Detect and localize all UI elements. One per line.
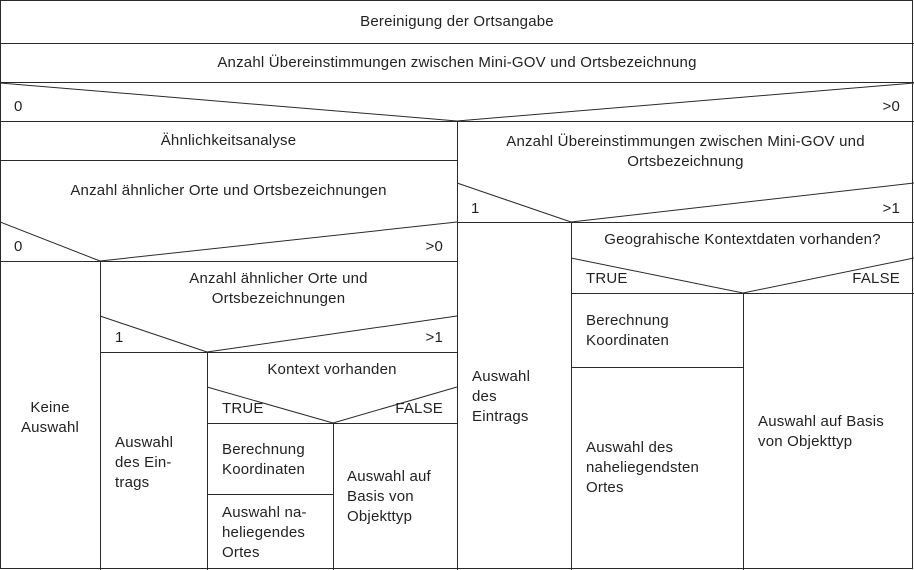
select-nearby-place-step: Auswahl na- heliegendes Ortes	[222, 504, 307, 561]
similar-places-left-label: 0	[14, 238, 23, 255]
root-decision-question: Anzahl Übereinstimmungen zwischen Mini-GOV und Ortsbezeichnung	[217, 54, 697, 71]
similarity-analysis-heading: Ähnlichkeitsanalyse	[160, 132, 297, 149]
geo-false-label: FALSE	[852, 270, 900, 287]
select-by-object-type-action: Auswahl auf Basis von Objekttyp	[347, 468, 431, 525]
select-nearest-place-step: Auswahl des naheliegendsten Ortes	[586, 439, 700, 496]
right-compute-coordinates-step: Berechnung Koordinaten	[586, 312, 670, 349]
context-true-label: TRUE	[222, 400, 264, 417]
inner-similar-places-question: Anzahl ähnlicher Orte und Ortsbezeichnungen	[189, 270, 368, 307]
select-entry-action: Auswahl des Ein- trags	[115, 434, 174, 491]
right-select-entry-action: Auswahl des Eintrags	[472, 368, 531, 425]
geo-true-label: TRUE	[586, 270, 628, 287]
right-select-by-object-type-action: Auswahl auf Basis von Objekttyp	[758, 413, 884, 450]
inner-left-label: 1	[115, 329, 124, 346]
no-selection-action: Keine Auswahl	[20, 399, 80, 436]
context-decision-question: Kontext vorhanden	[267, 361, 397, 378]
diagram-title: Bereinigung der Ortsangabe	[360, 13, 554, 30]
similar-places-decision-question: Anzahl ähnlicher Orte und Ortsbezeichnungen	[70, 182, 387, 199]
inner-right-label: >1	[425, 329, 443, 346]
right-matches-decision-question: Anzahl Übereinstimmungen zwischen Mini-GOV und Ortsbezeichnung	[506, 133, 865, 170]
similar-places-right-label: >0	[425, 238, 443, 255]
right-matches-left-label: 1	[471, 200, 480, 217]
root-left-label: 0	[14, 98, 23, 115]
geo-context-decision-question: Geograhische Kontextdaten vorhanden?	[604, 231, 881, 248]
right-matches-right-label: >1	[882, 200, 900, 217]
root-right-label: >0	[882, 98, 900, 115]
context-false-label: FALSE	[395, 400, 443, 417]
compute-coordinates-step: Berechnung Koordinaten	[222, 441, 306, 478]
